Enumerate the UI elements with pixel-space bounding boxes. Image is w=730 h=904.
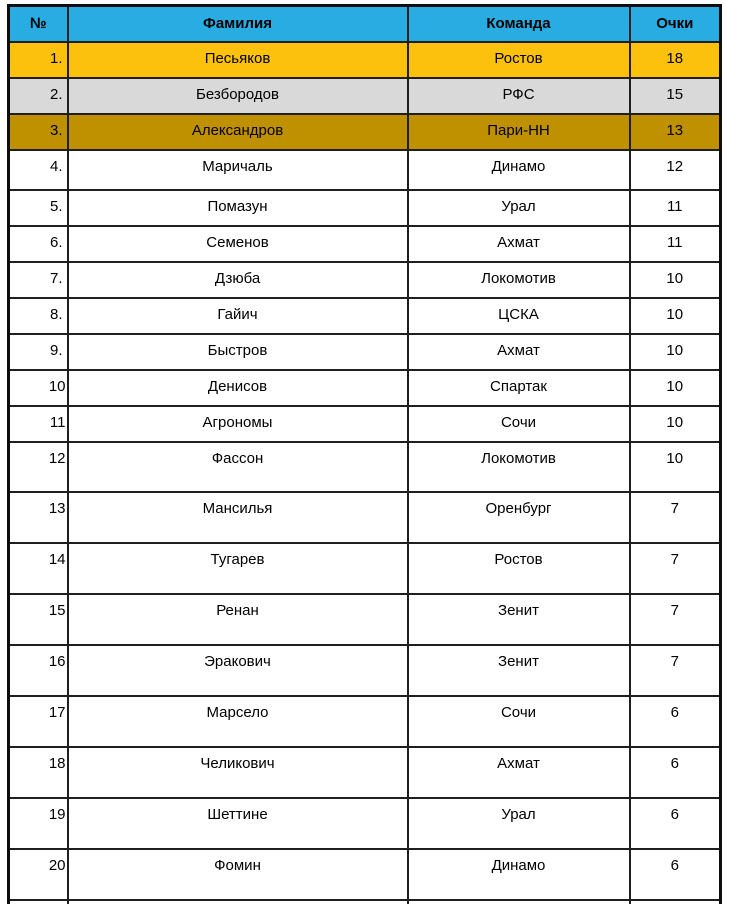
cell-points: 13 <box>630 114 721 150</box>
table-row <box>9 798 721 849</box>
table-row <box>9 747 721 798</box>
cell-num: 14 <box>9 543 68 594</box>
cell-surname: Семенов <box>68 226 408 262</box>
table-row <box>9 42 721 78</box>
cell-points: 6 <box>630 849 721 900</box>
cell-team: Ахмат <box>408 747 630 798</box>
cell-num: 4. <box>9 150 68 190</box>
cell-team: Ростов <box>408 42 630 78</box>
cell-team: Оренбург <box>408 492 630 543</box>
column-header-points: Очки <box>630 6 721 43</box>
cell-points: 10 <box>630 262 721 298</box>
cell-surname: Денисов <box>68 370 408 406</box>
cell-surname: Фассон <box>68 442 408 492</box>
cell-surname: Тугарев <box>68 543 408 594</box>
cell-team: Динамо <box>408 849 630 900</box>
standings-table-header <box>9 6 721 43</box>
cell-num: 12 <box>9 442 68 492</box>
cell-points: 10 <box>630 298 721 334</box>
table-row <box>9 543 721 594</box>
cell-num: 16 <box>9 645 68 696</box>
cell-team: Сочи <box>408 406 630 442</box>
cell-num: 18 <box>9 747 68 798</box>
cell-num: 11 <box>9 406 68 442</box>
cell-team <box>408 900 630 904</box>
cell-surname: Маричаль <box>68 150 408 190</box>
cell-surname: Марсело <box>68 696 408 747</box>
cell-surname <box>68 900 408 904</box>
table-row <box>9 696 721 747</box>
table-row <box>9 442 721 492</box>
cell-surname: Песьяков <box>68 42 408 78</box>
table-row <box>9 226 721 262</box>
header-row <box>9 6 721 43</box>
cell-points: 10 <box>630 406 721 442</box>
cell-surname: Безбородов <box>68 78 408 114</box>
table-row <box>9 298 721 334</box>
table-row <box>9 190 721 226</box>
cell-team: Спартак <box>408 370 630 406</box>
cell-team: Ахмат <box>408 334 630 370</box>
cell-points: 6 <box>630 696 721 747</box>
cell-points: 7 <box>630 543 721 594</box>
cell-surname: Александров <box>68 114 408 150</box>
table-row <box>9 114 721 150</box>
table-row-partial <box>9 900 721 904</box>
cell-points: 11 <box>630 190 721 226</box>
table-row <box>9 492 721 543</box>
cell-points: 6 <box>630 798 721 849</box>
standings-table-body <box>9 42 721 904</box>
cell-num: 19 <box>9 798 68 849</box>
cell-points: 11 <box>630 226 721 262</box>
cell-num: 7. <box>9 262 68 298</box>
column-header-num: № <box>9 6 68 43</box>
table-row <box>9 78 721 114</box>
cell-surname: Челикович <box>68 747 408 798</box>
cell-num: 13 <box>9 492 68 543</box>
table-row <box>9 262 721 298</box>
cell-surname: Шеттине <box>68 798 408 849</box>
cell-points: 10 <box>630 334 721 370</box>
cell-num: 5. <box>9 190 68 226</box>
cell-surname: Гайич <box>68 298 408 334</box>
cell-num: 8. <box>9 298 68 334</box>
table-row <box>9 645 721 696</box>
table-row <box>9 594 721 645</box>
cell-team: Локомотив <box>408 442 630 492</box>
cell-team: Ахмат <box>408 226 630 262</box>
cell-num: 1. <box>9 42 68 78</box>
cell-points <box>630 900 721 904</box>
cell-num: 2. <box>9 78 68 114</box>
cell-points: 18 <box>630 42 721 78</box>
cell-surname: Мансилья <box>68 492 408 543</box>
cell-team: Пари-НН <box>408 114 630 150</box>
cell-surname: Быстров <box>68 334 408 370</box>
cell-team: ЦСКА <box>408 298 630 334</box>
cell-points: 7 <box>630 645 721 696</box>
cell-team: Урал <box>408 190 630 226</box>
cell-num: 20 <box>9 849 68 900</box>
cell-num: 3. <box>9 114 68 150</box>
cell-num <box>9 900 68 904</box>
cell-team: Сочи <box>408 696 630 747</box>
table-row <box>9 406 721 442</box>
cell-points: 12 <box>630 150 721 190</box>
cell-points: 15 <box>630 78 721 114</box>
cell-num: 15 <box>9 594 68 645</box>
table-row <box>9 370 721 406</box>
cell-team: Урал <box>408 798 630 849</box>
cell-surname: Фомин <box>68 849 408 900</box>
cell-team: Зенит <box>408 645 630 696</box>
cell-num: 10 <box>9 370 68 406</box>
table-row <box>9 849 721 900</box>
cell-num: 6. <box>9 226 68 262</box>
column-header-team: Команда <box>408 6 630 43</box>
cell-surname: Эракович <box>68 645 408 696</box>
cell-team: РФС <box>408 78 630 114</box>
cell-surname: Дзюба <box>68 262 408 298</box>
column-header-surname: Фамилия <box>68 6 408 43</box>
table-row <box>9 150 721 190</box>
cell-team: Локомотив <box>408 262 630 298</box>
cell-num: 17 <box>9 696 68 747</box>
cell-surname: Агрономы <box>68 406 408 442</box>
cell-points: 10 <box>630 370 721 406</box>
cell-num: 9. <box>9 334 68 370</box>
cell-points: 10 <box>630 442 721 492</box>
cell-team: Зенит <box>408 594 630 645</box>
cell-points: 7 <box>630 594 721 645</box>
cell-points: 6 <box>630 747 721 798</box>
cell-points: 7 <box>630 492 721 543</box>
cell-surname: Помазун <box>68 190 408 226</box>
standings-table <box>7 4 722 904</box>
cell-team: Динамо <box>408 150 630 190</box>
table-row <box>9 334 721 370</box>
cell-team: Ростов <box>408 543 630 594</box>
cell-surname: Ренан <box>68 594 408 645</box>
